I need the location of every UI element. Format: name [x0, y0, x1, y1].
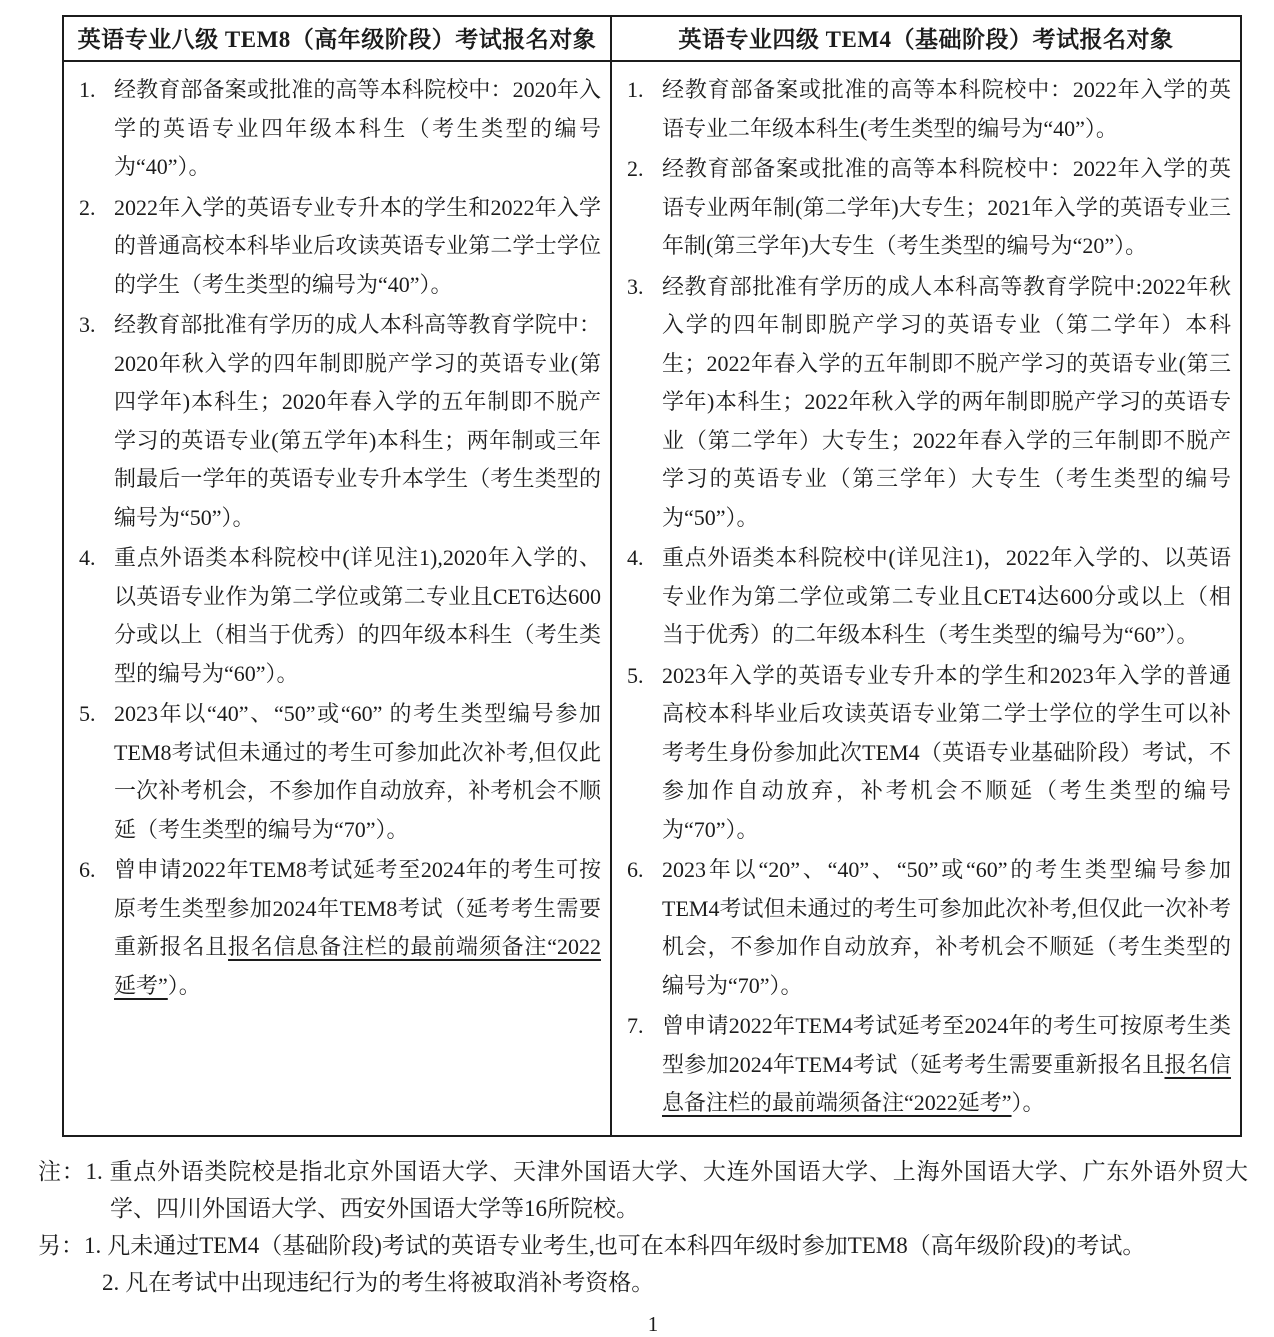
item-text — [114, 306, 601, 537]
footnote-text: 凡在考试中出现违纪行为的考生将被取消补考资格。 — [125, 1270, 655, 1296]
item-text — [114, 71, 601, 187]
text-segment: 2023年以“20”、“40”、“50”或“60”的考生类型编号参加TEM4考试但未通过的考生可参加此次补考,但仅此一次补考机会，不参加作自动放弃，补考机会不顺延（考生类型的编号为“70”）。 — [662, 857, 1231, 998]
underlined-text: 报名信息备注栏的最前端须备注“2022延考” — [114, 934, 601, 998]
list-item — [70, 539, 601, 693]
item-number: 4. — [627, 545, 644, 570]
item-number: 6. — [79, 857, 96, 882]
footnote-ling-2 — [102, 1264, 1248, 1301]
footnote-number: 1. — [84, 1233, 102, 1258]
item-text — [662, 1007, 1231, 1123]
text-segment: 2023年入学的英语专业专升本的学生和2023年入学的普通高校本科毕业后攻读英语专业第二学士学位的学生可以补考考生身份参加此次TEM4（英语专业基础阶段）考试，不参加作自动放弃，补考机会不顺延（考生类型的编号为“70”）。 — [662, 662, 1231, 842]
item-number: 5. — [627, 662, 644, 688]
text-segment: 曾申请2022年TEM8考试延考至2024年的考生可按原考生类型参加2024年TEM8考试（延考考生需要重新报名且 — [114, 857, 601, 959]
text-segment: 经教育部备案或批准的高等本科院校中：2022年入学的英语专业两年制(第二学年)大专生；2021年入学的英语专业三年制(第三学年)大专生（考生类型的编号为“20”）。 — [662, 156, 1231, 258]
page-number: 1 — [647, 1311, 659, 1336]
item-text — [662, 657, 1231, 850]
list-item — [70, 71, 601, 187]
tem8-column-body — [63, 61, 611, 1136]
item-text — [114, 189, 601, 305]
text-segment: 重点外语类本科院校中(详见注1)，2022年入学的、以英语专业作为第二学位或第二专业且CET4达600分或以上（相当于优秀）的二年级本科生（考生类型的编号为“60”）。 — [662, 545, 1231, 647]
item-number: 1. — [627, 77, 644, 102]
item-text — [114, 695, 601, 849]
list-item — [70, 851, 601, 1005]
text-segment: 经教育部批准有学历的成人本科高等教育学院中：2020年秋入学的四年制即脱产学习的英语专业(第四学年)本科生；2020年春入学的五年制即不脱产学习的英语专业(第五学年)本科生；两年制或三年制最后一学年的英语专业专升本学生（考生类型的编号为“50”）。 — [114, 312, 601, 530]
text-segment: 重点外语类本科院校中(详见注1),2020年入学的、以英语专业作为第二学位或第二专业且CET6达600分或以上（相当于优秀）的四年级本科生（考生类型的编号为“60”）。 — [114, 545, 601, 686]
tem8-column-header: 英语专业八级 TEM8（高年级阶段）考试报名对象 — [63, 16, 611, 61]
table-header-row — [63, 16, 1241, 61]
text-segment: 2022年入学的英语专业专升本的学生和2022年入学的普通高校本科毕业后攻读英语专业第二学士学位的学生（考生类型的编号为“40”）。 — [114, 194, 601, 297]
text-segment: ）。 — [167, 972, 201, 998]
item-text — [114, 851, 601, 1005]
text-segment: 经教育部备案或批准的高等本科院校中：2022年入学的英语专业二年级本科生(考生类型的编号为“40”）。 — [662, 77, 1231, 141]
item-number: 2. — [627, 156, 644, 181]
text-segment: 2023年以“40”、“50”或“60” 的考生类型编号参加TEM8考试但未通过的考生可参加此次补考,但仅此一次补考机会，不参加作自动放弃，补考机会不顺延（考生类型的编号为“70”）。 — [114, 701, 601, 842]
list-item — [618, 150, 1231, 266]
item-number: 1. — [79, 77, 96, 102]
item-text — [114, 539, 601, 693]
list-item — [70, 189, 601, 305]
footnote-zhu-1 — [38, 1153, 1248, 1228]
tem4-column-header: 英语专业四级 TEM4（基础阶段）考试报名对象 — [611, 16, 1241, 61]
list-item — [618, 71, 1231, 148]
list-item — [618, 657, 1231, 850]
item-text — [662, 71, 1231, 148]
footnote-ling-1 — [38, 1227, 1248, 1264]
list-item — [70, 306, 601, 537]
footnote-label: 注： — [38, 1158, 86, 1184]
list-item — [618, 851, 1231, 1005]
list-item — [618, 1007, 1231, 1123]
tem4-column-body — [611, 61, 1241, 1136]
underlined-text: 报名信息备注栏的最前端须备注“2022延考” — [662, 1051, 1231, 1115]
footnote-label: 另： — [38, 1233, 84, 1258]
table-body-row — [63, 61, 1241, 1136]
item-number: 3. — [627, 273, 644, 299]
list-item — [70, 695, 601, 849]
text-segment: 经教育部批准有学历的成人本科高等教育学院中:2022年秋入学的四年制即脱产学习的英语专业（第二学年）本科生；2022年春入学的五年制即不脱产学习的英语专业(第三学年)本科生；2022年秋入学的两年制即脱产学习的英语专业（第二学年）大专生；2022年春入学的三年制即不脱产学习的英语专业（第三学年）大专生（考生类型的编号为“50”）。 — [662, 273, 1231, 530]
footnote-number: 1. — [85, 1158, 103, 1184]
item-text — [662, 539, 1231, 655]
item-number: 6. — [627, 857, 644, 882]
item-number: 7. — [627, 1013, 644, 1038]
list-item — [618, 268, 1231, 538]
registration-table — [62, 15, 1242, 1137]
item-number: 5. — [79, 701, 96, 726]
item-number: 4. — [79, 545, 96, 570]
footnotes — [38, 1153, 1248, 1302]
text-segment: 经教育部备案或批准的高等本科院校中：2020年入学的英语专业四年级本科生（考生类型的编号为“40”）。 — [114, 77, 601, 179]
footnote-text: 凡未通过TEM4（基础阶段)考试的英语专业考生,也可在本科四年级时参加TEM8（高年级阶段)的考试。 — [107, 1233, 1146, 1258]
item-text — [662, 851, 1231, 1005]
text-segment: 曾申请2022年TEM4考试延考至2024年的考生可按原考生类型参加2024年TEM4考试（延考考生需要重新报名且 — [662, 1013, 1231, 1077]
item-text — [662, 268, 1231, 538]
item-text — [662, 150, 1231, 266]
footnote-number: 2. — [102, 1270, 120, 1296]
list-item — [618, 539, 1231, 655]
text-segment: ）。 — [1011, 1090, 1045, 1115]
footnote-text: 重点外语类院校是指北京外国语大学、天津外国语大学、大连外国语大学、上海外国语大学、广东外语外贸大学、四川外国语大学、西安外国语大学等16所院校。 — [108, 1158, 1249, 1221]
item-number: 3. — [79, 312, 96, 337]
item-number: 2. — [79, 194, 96, 220]
